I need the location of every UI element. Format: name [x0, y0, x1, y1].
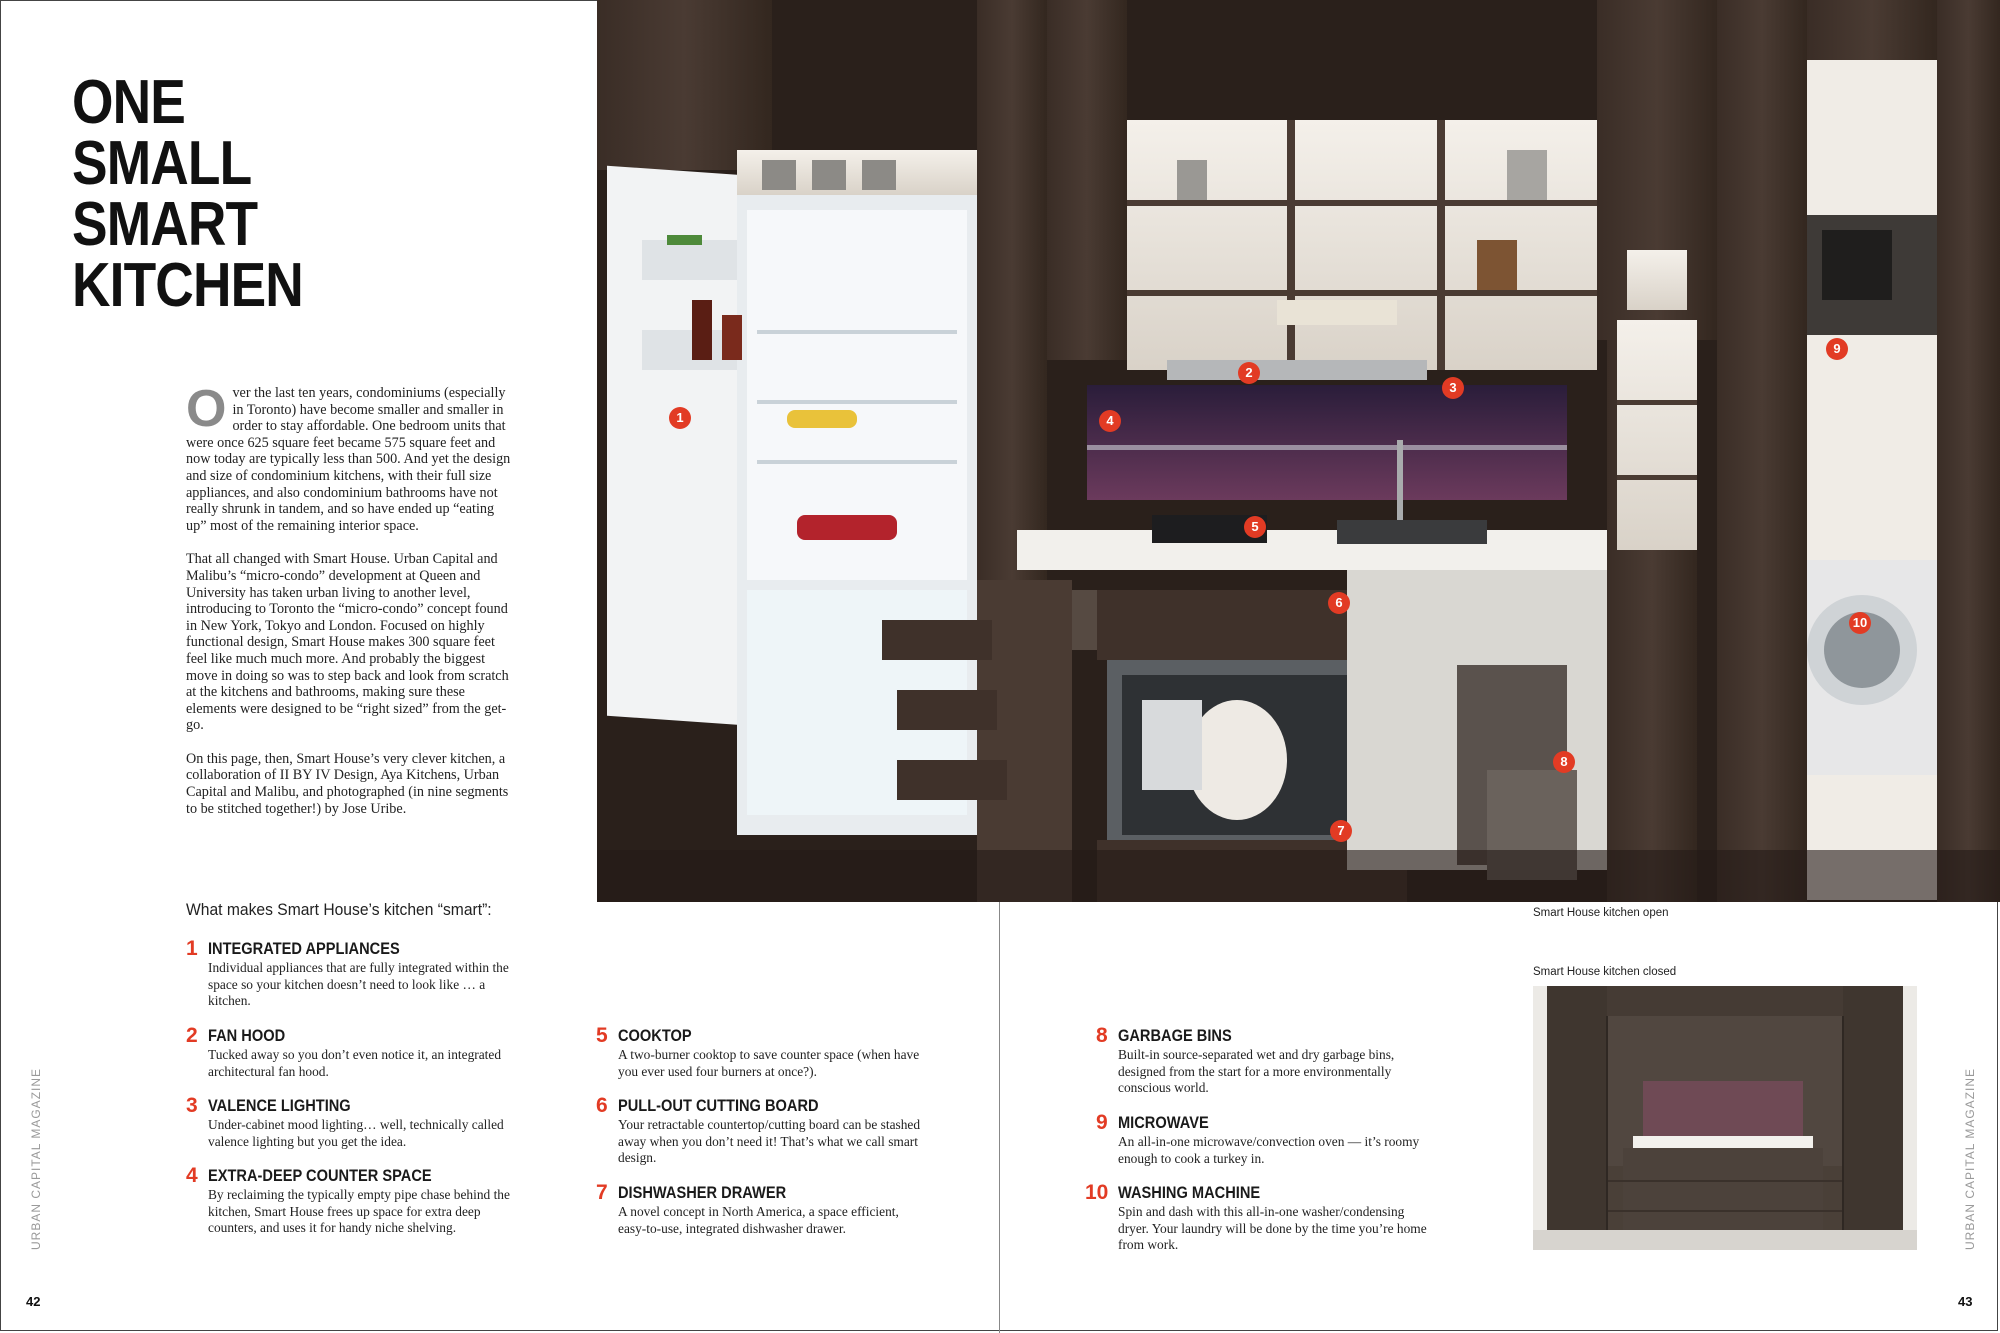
feature-number: 6: [596, 1094, 608, 1117]
caption-kitchen-open: Smart House kitchen open: [1533, 907, 1669, 919]
feature-title: DISHWASHER DRAWER: [618, 1183, 787, 1202]
intro-paragraph-1-text: ver the last ten years, condominiums (especially in Toronto) have become smaller and smaller in order to stay affordable. One bedroom units that were once 625 square feet became 575 square feet and now today are typically less than 500. And yet the design and size of condominium kitchens, with their full size appliances, and also condominium bathrooms have not really shrunk in tandem, and so have ended up “eating up” most of the remaining interior space.: [186, 385, 511, 534]
page-number-right: 43: [1958, 1294, 1973, 1309]
magazine-side-label-left: URBAN CAPITAL MAGAZINE: [29, 1067, 43, 1250]
feature-description: Your retractable countertop/cutting board can be stashed away when you don’t need it! That’s what we call smart design.: [618, 1117, 921, 1166]
callout-6: 6: [1328, 592, 1350, 614]
feature-description: A novel concept in North America, a space efficient, easy-to-use, integrated dishwasher drawer.: [618, 1204, 899, 1236]
feature-title: COOKTOP: [618, 1026, 692, 1045]
callout-8: 8: [1553, 751, 1575, 773]
feature-title: GARBAGE BINS: [1118, 1026, 1232, 1045]
feature-number: 9: [1096, 1111, 1108, 1134]
feature-title: INTEGRATED APPLIANCES: [208, 939, 400, 958]
callout-1: 1: [669, 407, 691, 429]
feature-number: 2: [186, 1024, 198, 1047]
feature-description: Under-cabinet mood lighting… well, technically called valence lighting but you get the idea.: [208, 1117, 504, 1149]
feature-description: By reclaiming the typically empty pipe chase behind the kitchen, Smart House frees up space for extra deep counters, and uses it for handy niche shelving.: [208, 1187, 510, 1236]
feature-description: Built-in source-separated wet and dry garbage bins, designed from the start for a more environmentally conscious world.: [1118, 1047, 1395, 1096]
callout-5: 5: [1244, 516, 1266, 538]
callout-3: 3: [1442, 377, 1464, 399]
feature-title: WASHING MACHINE: [1118, 1183, 1261, 1202]
callout-10: 10: [1849, 612, 1871, 634]
intro-text: [186, 380, 512, 834]
kitchen-closed-illustration: [1533, 986, 1917, 1250]
article-title: [72, 68, 330, 320]
title-line: SMART: [72, 190, 258, 259]
kitchen-open-illustration: [597, 0, 2000, 902]
feature-description: An all-in-one microwave/convection oven — it’s roomy enough to cook a turkey in.: [1118, 1134, 1420, 1166]
feature-description: Individual appliances that are fully integrated within the space so your kitchen doesn’t need to look like … a kitchen.: [208, 960, 509, 1009]
feature-number: 10: [1085, 1181, 1109, 1204]
title-line: KITCHEN: [72, 251, 303, 320]
intro-paragraph-2: That all changed with Smart House. Urban Capital and Malibu’s “micro-condo” development at Queen and University has taken urban living to another level, introducing to Toronto the “micro-condo” concept found in New York, Tokyo and London. Focused on highly functional design, Smart House makes 300 square feet feel like much much more. And probably the biggest move in doing so was to step back and look from scratch at the kitchens and bathrooms, making sure these elements were designed to be “right sized” from the get-go.: [186, 551, 509, 734]
feature-title: FAN HOOD: [208, 1026, 286, 1045]
feature-description: A two-burner cooktop to save counter space (when have you ever used four burners at once?).: [618, 1047, 920, 1079]
feature-number: 4: [186, 1164, 198, 1187]
callout-2: 2: [1238, 362, 1260, 384]
feature-title: PULL-OUT CUTTING BOARD: [618, 1096, 819, 1115]
title-line: ONE: [72, 68, 185, 137]
feature-number: 7: [596, 1181, 608, 1204]
feature-description: Spin and dash with this all-in-one washer/condensing dryer. Your laundry will be done by the time you’re home from work.: [1118, 1204, 1427, 1253]
feature-title: MICROWAVE: [1118, 1113, 1209, 1132]
callout-9: 9: [1826, 338, 1848, 360]
feature-number: 1: [186, 937, 198, 960]
intro-paragraph-1: [186, 380, 512, 534]
feature-number: 3: [186, 1094, 198, 1117]
feature-title: VALENCE LIGHTING: [208, 1096, 351, 1115]
page-number-left: 42: [26, 1294, 41, 1309]
title-line: SMALL: [72, 129, 252, 198]
feature-description: Tucked away so you don’t even notice it, an integrated architectural fan hood.: [208, 1047, 502, 1079]
feature-title: EXTRA-DEEP COUNTER SPACE: [208, 1166, 432, 1185]
callout-4: 4: [1099, 410, 1121, 432]
drop-cap: O: [186, 380, 227, 438]
callout-7: 7: [1330, 820, 1352, 842]
intro-paragraph-3: On this page, then, Smart House’s very clever kitchen, a collaboration of II BY IV Design, Aya Kitchens, Urban Capital and Malibu, and photographed (in nine segments to be stitched together!) by Jose Uribe.: [186, 750, 509, 817]
kitchen-closed-photo: [1533, 986, 1917, 1250]
magazine-side-label-right: URBAN CAPITAL MAGAZINE: [1963, 1067, 1977, 1250]
kitchen-open-photo: [597, 0, 2000, 902]
caption-kitchen-closed: Smart House kitchen closed: [1533, 966, 1677, 978]
features-heading: What makes Smart House’s kitchen “smart”:: [186, 900, 492, 919]
feature-number: 8: [1096, 1024, 1108, 1047]
feature-number: 5: [596, 1024, 608, 1047]
